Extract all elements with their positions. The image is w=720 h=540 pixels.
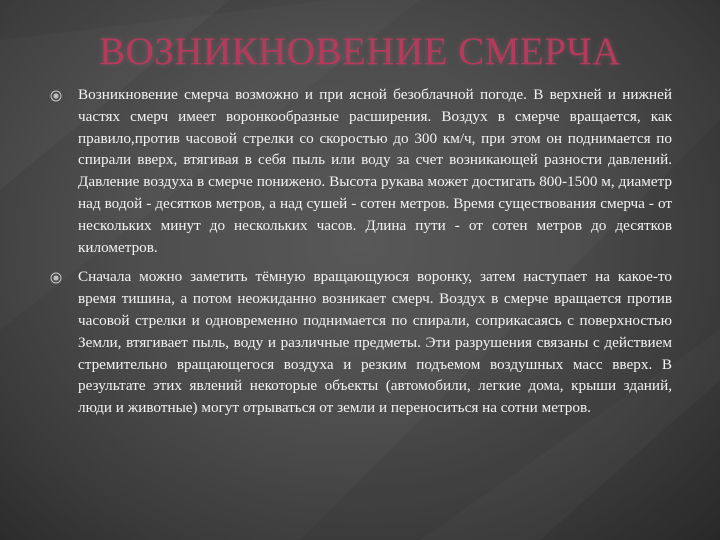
- slide-title: ВОЗНИКНОВЕНИЕ СМЕРЧА: [99, 30, 621, 73]
- bullet-list: [50, 84, 672, 419]
- bullet-text: Сначала можно заметить тёмную вращающуюся воронку, затем наступает на какое-то время тишина, а потом неожиданно возникает смерч. Воздух в смерче вращается против часовой стрелки и одновременно поднимается по спирали, соприкасаясь с поверхностью Земли, втягивает пыль, воду и различные предметы. Эти разрушения связаны с действием стремительно вращающегося воздуха и резким подъемом воздушных масс вверх. В результате этих явлений некоторые объекты (автомобили, легкие дома, крыши зданий, люди и животные) могут отрываться от земли и переноситься на сотни метров.: [78, 268, 672, 417]
- bullet-item: [50, 84, 672, 258]
- bullet-item: [50, 266, 672, 419]
- circle-bullet-icon: [50, 272, 62, 284]
- circle-bullet-icon: [50, 90, 62, 102]
- bullet-text: Возникновение смерча возможно и при ясной безоблачной погоде. В верхней и нижней частях смерч имеет воронкообразные расширения. Воздух в смерче вращается, как правило,против часовой стрелки со скоростью до 300 км/ч, при этом он поднимается по спирали вверх, втягивая в себя пыль или воду за счет возникающей разности давлений. Давление воздуха в смерче понижено. Высота рукава может достигать 800-1500 м, диаметр над водой - десятков метров, а над сушей - сотен метров. Время существования смерча - от нескольких минут до нескольких часов. Длина пути - от сотен метров до десятков километров.: [78, 86, 672, 256]
